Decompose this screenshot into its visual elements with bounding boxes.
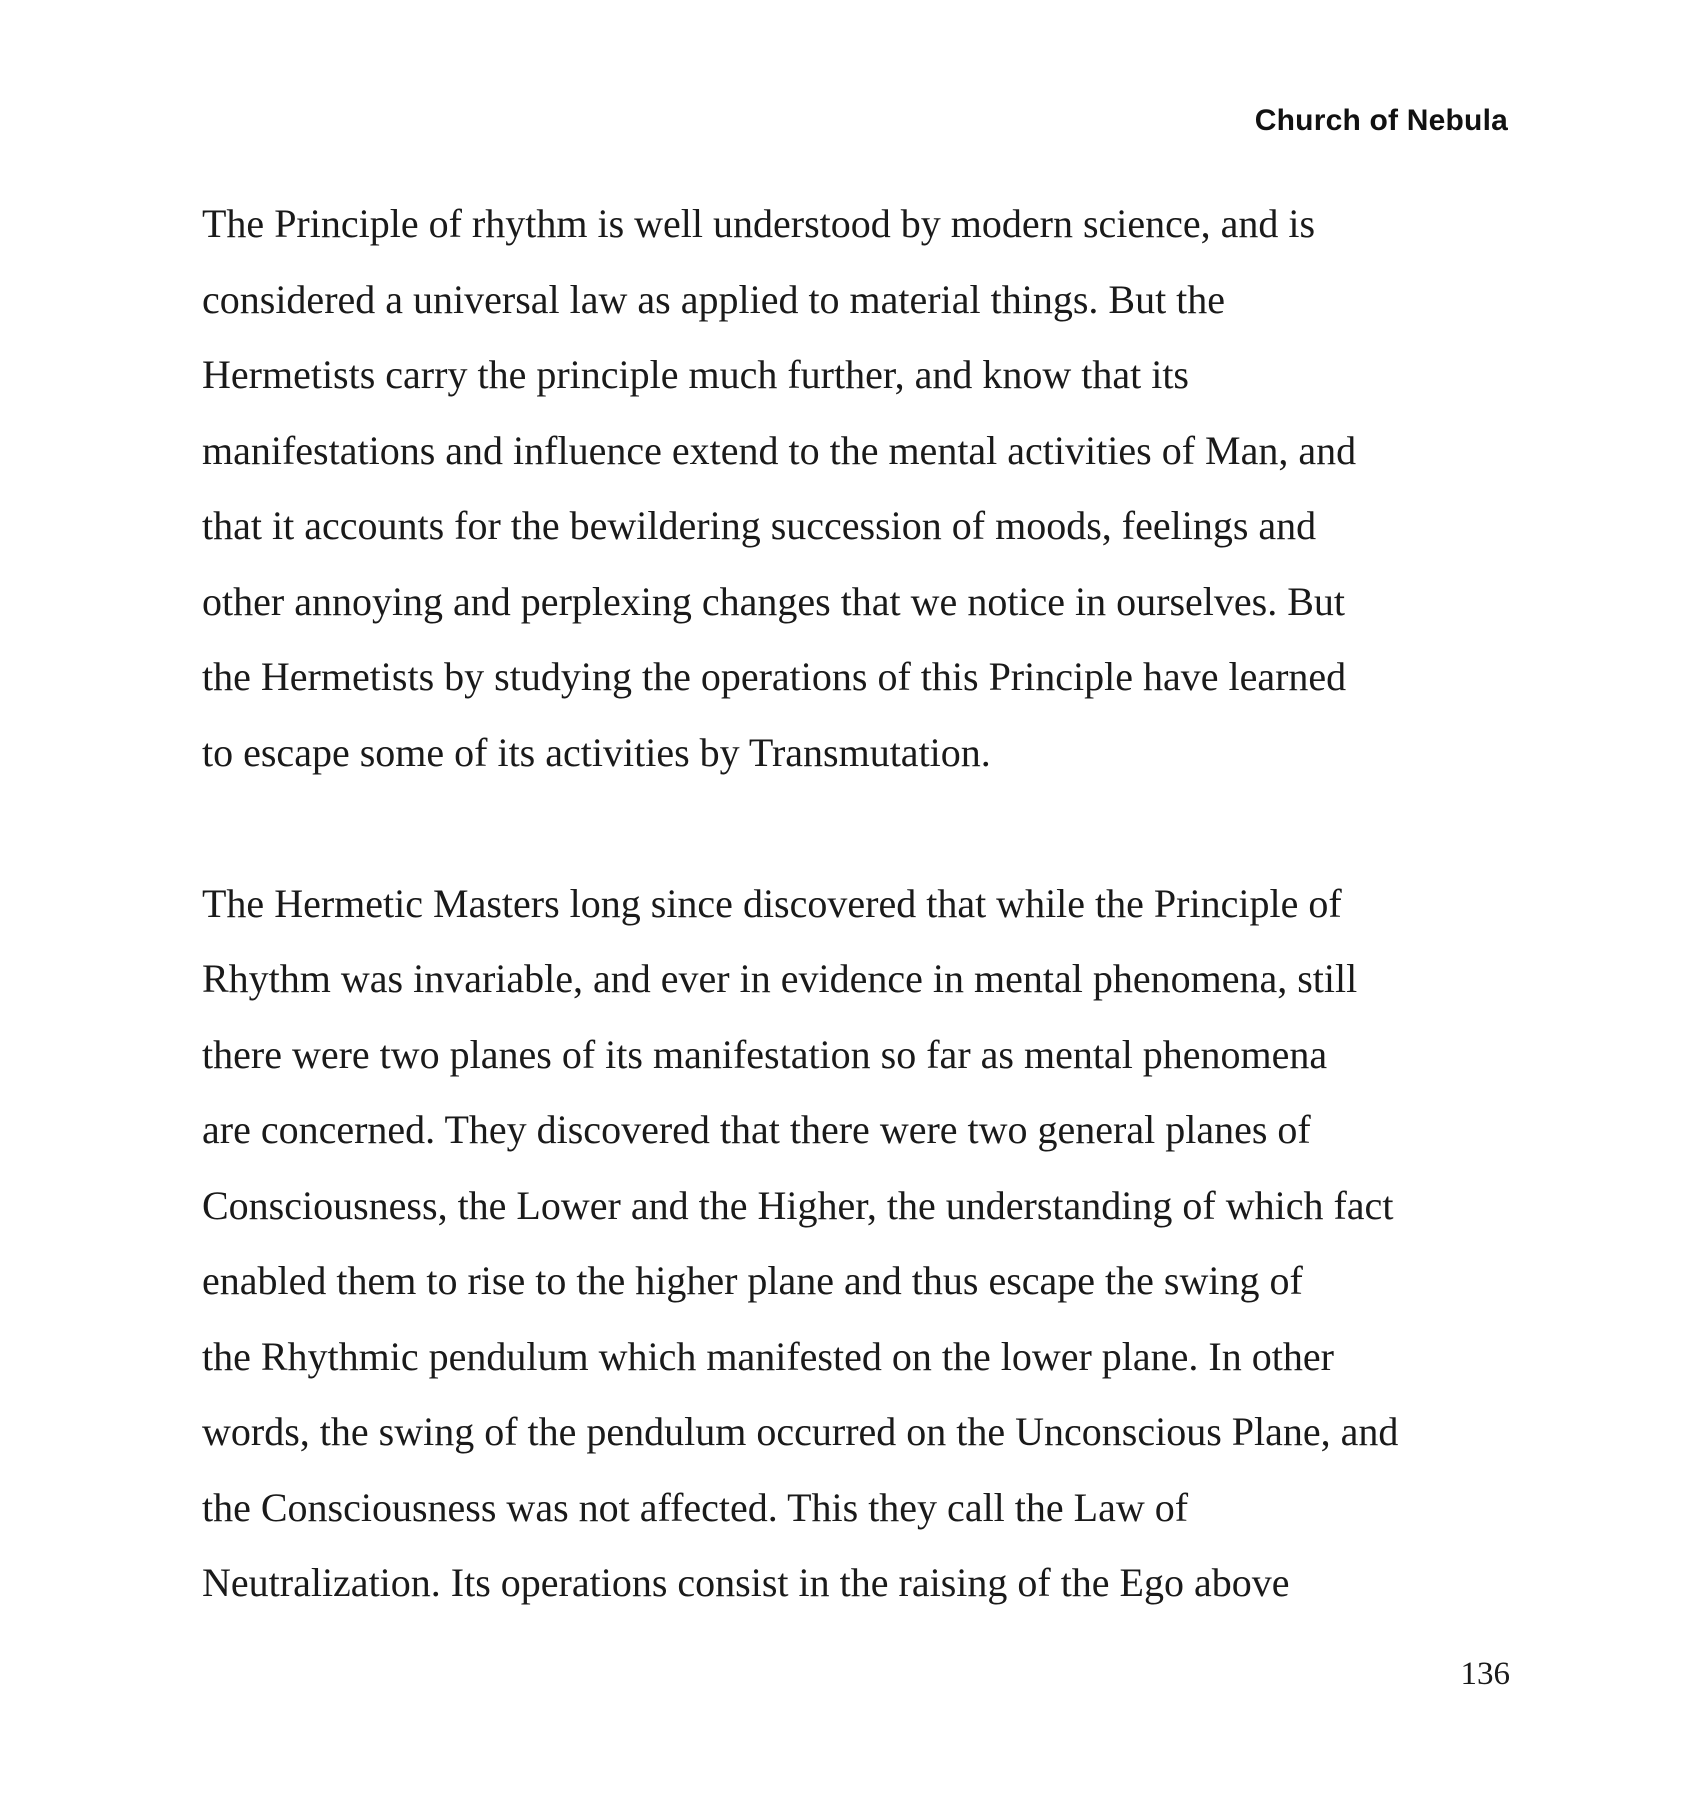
text-line: that it accounts for the bewildering succession of moods, feelings and bbox=[202, 503, 1317, 548]
body-text bbox=[202, 186, 1532, 1621]
text-line: the Hermetists by studying the operations of this Principle have learned bbox=[202, 654, 1347, 699]
paragraph-spacer bbox=[202, 790, 1532, 866]
text-line: manifestations and influence extend to the mental activities of Man, and bbox=[202, 427, 1357, 473]
text-line: there were two planes of its manifestation so far as mental phenomena bbox=[202, 1031, 1328, 1077]
text-line: to escape some of its activities by Transmutation. bbox=[202, 729, 991, 775]
text-line: other annoying and perplexing changes that we notice in ourselves. But bbox=[202, 578, 1346, 624]
text-line: the Consciousness was not affected. This they call the Law of bbox=[202, 1484, 1189, 1530]
paragraph-1 bbox=[202, 186, 1532, 790]
text-line: Neutralization. Its operations consist in the raising of the Ego above bbox=[202, 1560, 1290, 1605]
running-header-title: Church of Nebula bbox=[1254, 104, 1508, 137]
text-line: considered a universal law as applied to material things. But the bbox=[202, 276, 1226, 322]
text-line: are concerned. They discovered that there were two general planes of bbox=[202, 1107, 1311, 1152]
page-number: 136 bbox=[1460, 1656, 1510, 1692]
text-line: Hermetists carry the principle much further, and know that its bbox=[202, 352, 1189, 397]
text-line: Rhythm was invariable, and ever in evidence in mental phenomena, still bbox=[202, 956, 1358, 1001]
text-line: the Rhythmic pendulum which manifested on the lower plane. In other bbox=[202, 1333, 1334, 1379]
paragraph-2 bbox=[202, 866, 1532, 1621]
text-line: Consciousness, the Lower and the Higher, the understanding of which fact bbox=[202, 1182, 1394, 1228]
text-line: The Hermetic Masters long since discovered that while the Principle of bbox=[202, 880, 1342, 926]
text-line: The Principle of rhythm is well understood by modern science, and is bbox=[202, 201, 1316, 246]
text-line: words, the swing of the pendulum occurred on the Unconscious Plane, and bbox=[202, 1409, 1399, 1454]
text-line: enabled them to rise to the higher plane and thus escape the swing of bbox=[202, 1258, 1303, 1303]
